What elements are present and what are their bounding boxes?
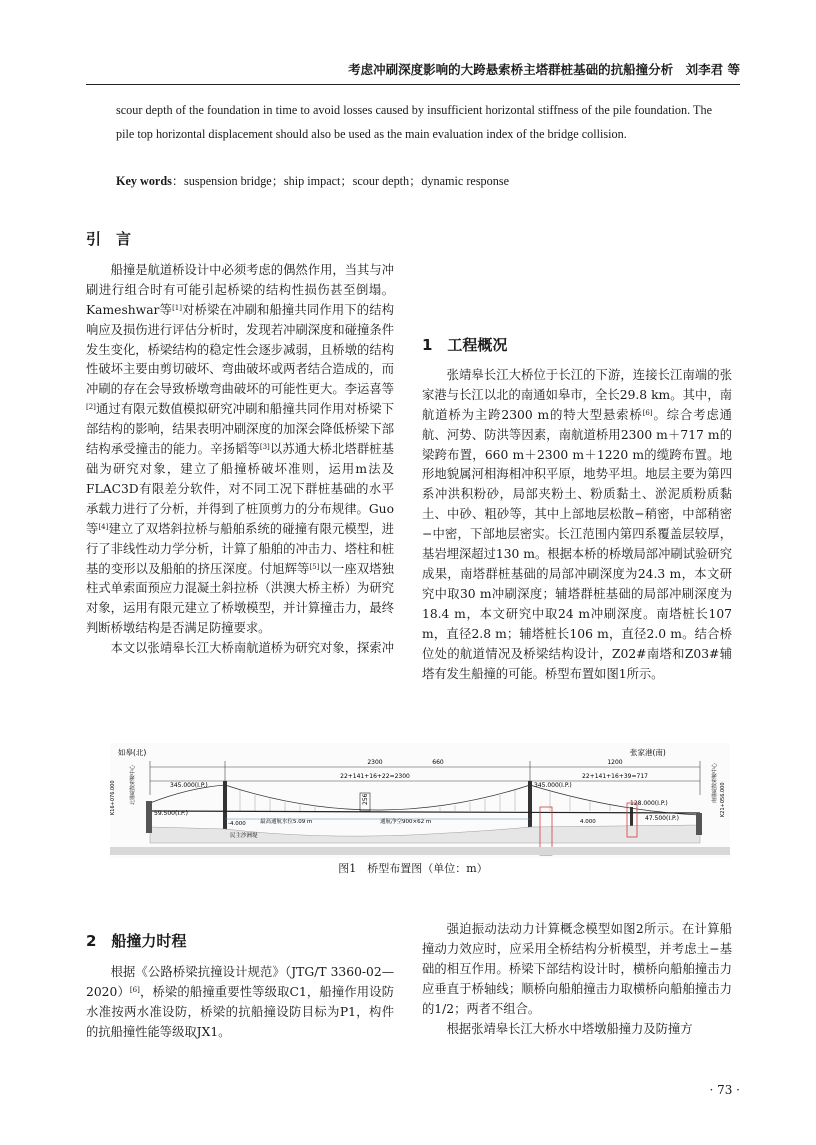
left-mark: K16+076.000 — [110, 780, 116, 815]
intro-paragraph-2-cont — [422, 216, 732, 322]
elev-4: 4.000 — [580, 819, 596, 825]
ip-right: 345.000(I.P.) — [534, 782, 572, 789]
keywords-text: ：suspension bridge；ship impact；scour depth；dynamic response — [171, 174, 509, 188]
levee-label: 民主沙洲堤 — [230, 833, 258, 839]
intro-paragraph-2-start: 本文以张靖皋长江大桥南航道桥为研究对象，探索冲 — [110, 641, 394, 656]
bridge-layout-figure — [110, 743, 730, 858]
running-header: 考虑冲刷深度影响的大跨悬索桥主塔群桩基础的抗船撞分析 刘李君 等 — [348, 62, 740, 77]
section2-right-paragraph-2: 根据张靖皋长江大桥水中塔墩船撞力及防撞方 — [446, 1021, 693, 1036]
span-side: 22+141+16+39=717 — [582, 773, 648, 780]
page-number: · 73 · — [709, 1083, 740, 1097]
left-column-bottom — [86, 932, 394, 1043]
elev-minus4: -4.000 — [228, 821, 246, 827]
dim-1200: 1200 — [607, 759, 623, 766]
abstract-english: scour depth of the foundation in time to avoid losses caused by insufficient horizontal stiffness of the pile foundation. The pile top horizontal displacement should also be used as the main evaluation index of the bridge collision. — [116, 103, 712, 141]
anchor-right: 南锚碇散索鞍中心 — [712, 762, 718, 803]
anchor-left: 北锚碇散索鞍中心 — [130, 764, 136, 805]
intro-paragraph-1: 船撞是航道桥设计中必须考虑的偶然作用，当其与冲刷进行组合时有可能引起桥梁的结构性损伤甚至倒塌。Kameshwar等[1]对桥梁在冲刷和船撞共同作用下的结构响应及损伤进行评估分析时，发现若冲刷深度和碰撞条件发生变化，桥梁结构的稳定性会逐步减弱，且桥墩的结构性破坏主要由剪切破坏、弯曲破坏或两者结合造成的，而冲刷的存在会导致桥墩弯曲破坏的可能性更大。李运喜等[2]通过有限元数值模拟研究冲刷和船撞共同作用对桥梁下部结构的影响，结果表明冲刷深度的加深会降低桥梁下部结构承受撞击的能力。辛扬韬等[3]以苏通大桥北塔群桩基础为研究对象，建立了船撞桥破坏准则，运用m法及FLAC3D有限差分软件，对不同工况下群桩基础的水平承载力进行了分析，并得到了桩顶剪力的分布规律。Guo等[4]建立了双塔斜拉桥与船舶系统的碰撞有限元模型，进行了非线性动力学分析，计算了船舶的冲击力、塔柱和桩基的变形以及船舶的挤压深度。付旭辉等[5]以一座双塔独柱式单索面预应力混凝土斜拉桥（洪澳大桥主桥）为研究对象，运用有限元建立了桥墩模型，并计算撞击力，最终判断桥墩结构是否满足防撞要求。 — [86, 262, 394, 636]
right-mark: K21+056.000 — [720, 782, 726, 817]
clearance-label: 通航净空900×62 m — [380, 819, 432, 825]
right-column-bottom — [422, 920, 732, 1039]
north-tower — [223, 781, 227, 831]
elev-left: 59.500(I.P.) — [154, 810, 188, 817]
ip-side: 128.000(I.P.) — [630, 800, 668, 807]
dim-660: 660 — [432, 759, 444, 766]
keywords — [116, 172, 712, 189]
left-column-top — [86, 230, 394, 659]
span-main: 22+141+16+22=2300 — [340, 773, 410, 780]
elev-right: 47.500(I.P.) — [645, 815, 679, 822]
section1-heading: 1 工程概况 — [422, 336, 508, 354]
section2-right-paragraph-1: 强迫振动法动力计算概念模型如图2所示。在计算船撞动力效应时，应采用全桥结构分析模型，并考虑土−基础的相互作用。桥梁下部结构设计时，横桥向船舶撞击力应垂直于桥轴线；顺桥向船舶撞击力取横桥向船舶撞击力的1/2；两者不组合。 — [422, 922, 732, 1016]
right-column-top — [422, 216, 732, 684]
section2-paragraph: 根据《公路桥梁抗撞设计规范》（JTG/T 3360-02—2020）[6]，桥梁的船撞重要性等级取C1，船撞作用设防水准按两水准设防，桥梁的抗船撞设防目标为P1，构件的抗船撞性能等级取JX1。 — [86, 964, 394, 1039]
keywords-label: Key words — [116, 174, 172, 188]
section1-paragraph: 张靖皋长江大桥位于长江的下游，连接长江南端的张家港与长江以北的南通如皋市，全长29.8 km。其中，南航道桥为主跨2300 m的特大型悬索桥[6]。综合考虑通航、河势、防洪等因素，南航道桥用2300 m＋717 m的梁跨布置，660 m＋2300 m＋1220 m的缆跨布置。地形地貌属河相海相冲积平原，地势平坦。地层主要为第四系冲洪积粉砂，局部夹粉土、粉质黏土、淤泥质粉质黏土、中砂、粗砂等，其中上部地层松散−稍密，中部稍密−中密，下部地层密实。长江范围内第四系覆盖层较厚，基岩埋深超过130 m。根据本桥的桥墩局部冲刷试验研究成果，南塔群桩基础的局部冲刷深度为24.3 m，本文研究中取30 m冲刷深度；辅塔群桩基础的局部冲刷深度为18.4 m，本文研究中取24 m冲刷深度。南塔桩长107 m，直径2.8 m；辅塔桩长106 m，直径2.0 m。结合桥位处的航道情况及桥梁结构设计，Z02#南塔和Z03#辅塔有发生船撞的可能。桥型布置如图1所示。 — [422, 367, 732, 681]
water-label: 最高通航水位5.09 m — [260, 819, 313, 825]
section2-heading: 2 船撞力时程 — [86, 932, 187, 950]
figure1-caption: 图1 桥型布置图（单位：m） — [338, 862, 488, 875]
ip-left: 345.000(I.P.) — [170, 782, 208, 789]
intro-heading: 引 言 — [86, 230, 132, 248]
right-city: 张家港(南) — [630, 748, 666, 757]
dim-2300: 2300 — [367, 759, 383, 766]
left-city: 如皋(北) — [118, 748, 147, 757]
header-rule — [86, 84, 740, 85]
sag-label: 256 — [362, 793, 369, 805]
